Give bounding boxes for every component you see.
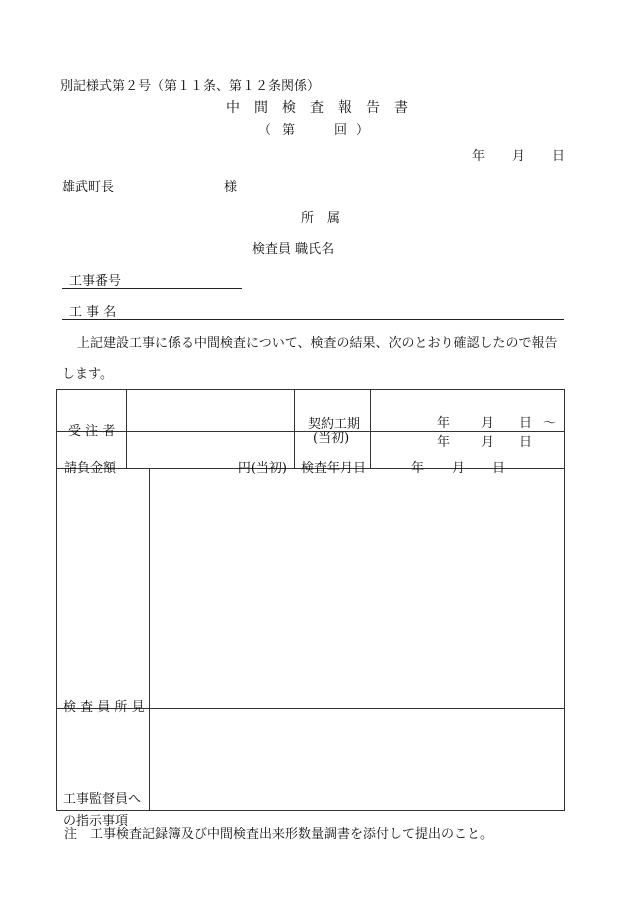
inspection-date-day: 日 (492, 461, 506, 476)
period-tilde: ～ (543, 415, 557, 431)
instruction-value-cell (150, 709, 565, 811)
work-name-label: 工 事 名 (69, 305, 117, 320)
addressee-honorific: 様 (224, 180, 238, 195)
inspector-opinion-label: 検 査 員 所 見 (63, 699, 145, 715)
period-from-month: 月 (481, 415, 495, 431)
period-value-cell (371, 390, 565, 450)
period-from-year: 年 (437, 415, 451, 431)
affiliation-label: 所 属 (301, 211, 341, 226)
period-label-2: (当初) (313, 430, 350, 446)
body-text-line1: 上記建設工事に係る中間検査について、検査の結果、次のとおり確認したので報告 (77, 336, 558, 351)
inspector-name-label: 検査員 職氏名 (252, 242, 335, 257)
inspection-date-label: 検査年月日 (301, 461, 367, 476)
round-prefix: 第 (282, 123, 296, 138)
instruction-label-1: 工事監督員へ (63, 791, 142, 807)
round-suffix: 回 (334, 123, 348, 138)
work-number-label: 工事番号 (69, 274, 122, 289)
date-day: 日 (552, 149, 566, 164)
inspector-opinion-label-cell (57, 469, 150, 715)
period-from-day: 日 (519, 415, 533, 431)
round-open: （ (258, 123, 272, 138)
inspector-opinion-value-cell (150, 469, 565, 709)
work-number-underline (62, 288, 242, 289)
amount-unit: 円(当初) (237, 461, 287, 476)
report-table (56, 389, 565, 829)
period-to-month: 月 (481, 434, 495, 450)
contractor-label: 受 注 者 (68, 423, 116, 439)
amount-value-cell (127, 432, 295, 476)
contractor-label-cell (57, 390, 127, 439)
work-name-underline (62, 319, 564, 320)
instruction-label-2: の指示事項 (63, 813, 129, 829)
period-label-cell (295, 390, 371, 446)
contractor-value-cell (127, 390, 295, 432)
date-year: 年 (472, 149, 486, 164)
form-label: 別記様式第２号（第１１条、第１２条関係） (60, 79, 321, 94)
body-text-line2: します。 (62, 367, 113, 382)
instruction-label-cell (57, 709, 150, 829)
addressee-name: 雄武町長 (62, 180, 115, 195)
inspection-date-value-cell (371, 432, 565, 476)
inspection-date-year: 年 (411, 461, 425, 476)
period-label-1: 契約工期 (308, 416, 361, 432)
round-close: ） (356, 123, 370, 138)
date-month: 月 (512, 149, 526, 164)
page-title: 中 間 検 査 報 告 書 (226, 100, 408, 116)
period-to-year: 年 (437, 434, 451, 450)
footnote: 注 工事検査記録簿及び中間検査出来形数量調書を添付して提出のこと。 (64, 827, 494, 842)
inspection-date-month: 月 (452, 461, 466, 476)
amount-label: 請負金額 (64, 461, 117, 476)
period-to-day: 日 (519, 434, 533, 450)
